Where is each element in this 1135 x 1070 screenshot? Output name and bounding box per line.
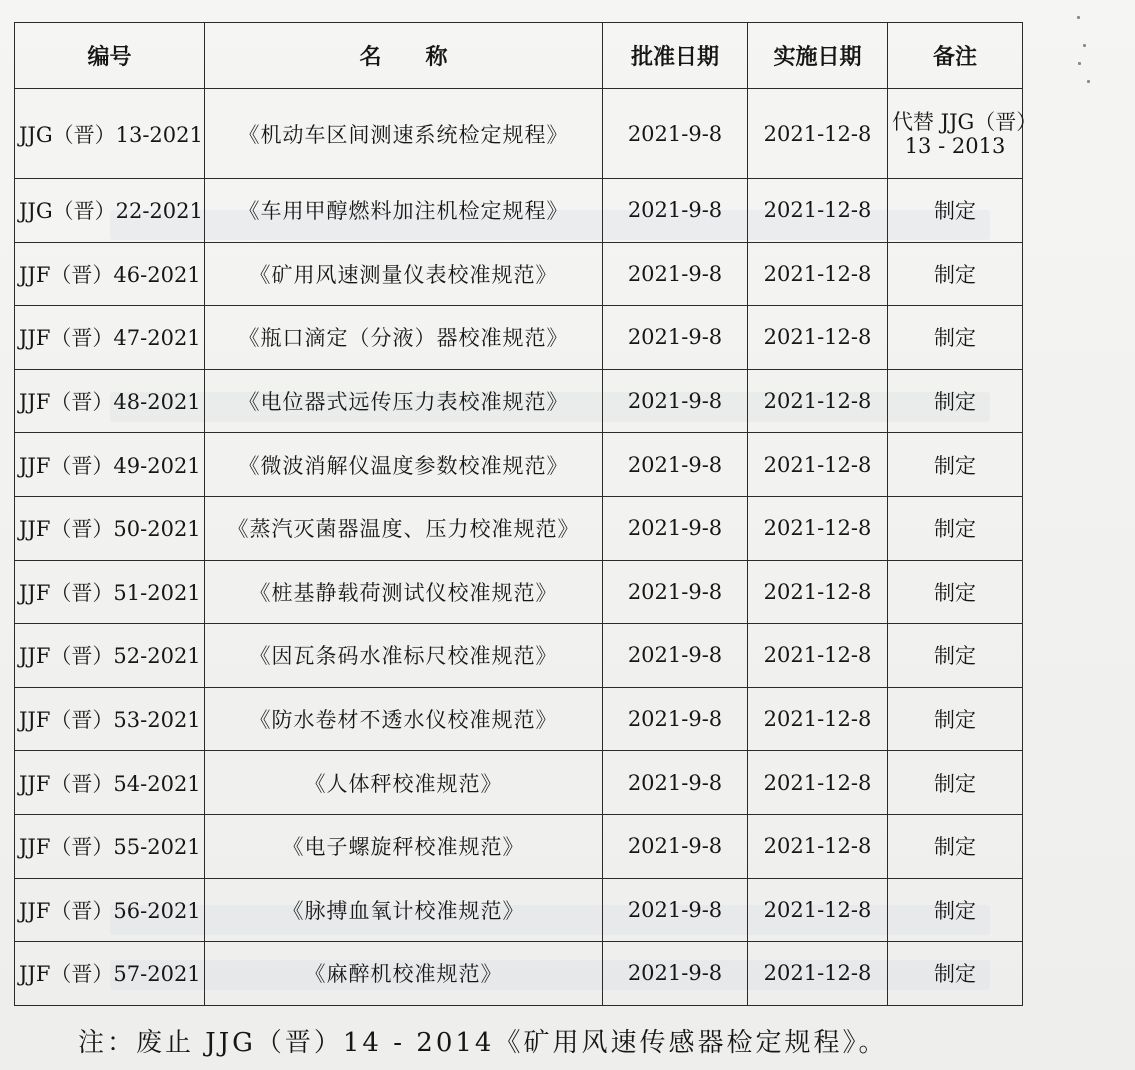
cell-code: JJF（晋）57-2021	[15, 942, 205, 1006]
cell-remarks: 制定	[888, 751, 1023, 815]
cell-code: JJF（晋）48-2021	[15, 369, 205, 433]
header-implementation-date: 实施日期	[748, 23, 888, 89]
cell-approval-date: 2021-9-8	[603, 814, 748, 878]
cell-remarks: 制定	[888, 306, 1023, 370]
table-row	[15, 814, 1023, 878]
cell-name: 《电子螺旋秤校准规范》	[205, 814, 603, 878]
table-row	[15, 496, 1023, 560]
cell-approval-date: 2021-9-8	[603, 369, 748, 433]
cell-remarks: 制定	[888, 814, 1023, 878]
cell-name: 《车用甲醇燃料加注机检定规程》	[205, 179, 603, 243]
cell-implementation-date: 2021-12-8	[748, 496, 888, 560]
cell-approval-date: 2021-9-8	[603, 560, 748, 624]
cell-name: 《防水卷材不透水仪校准规范》	[205, 687, 603, 751]
cell-remarks: 制定	[888, 179, 1023, 243]
table-row	[15, 179, 1023, 243]
cell-approval-date: 2021-9-8	[603, 687, 748, 751]
cell-approval-date: 2021-9-8	[603, 751, 748, 815]
table-row	[15, 433, 1023, 497]
remarks-line: 13 - 2013	[904, 133, 1006, 158]
cell-name: 《矿用风速测量仪表校准规范》	[205, 242, 603, 306]
cell-implementation-date: 2021-12-8	[748, 878, 888, 942]
cell-approval-date: 2021-9-8	[603, 624, 748, 688]
cell-implementation-date: 2021-12-8	[748, 306, 888, 370]
cell-remarks: 制定	[888, 433, 1023, 497]
cell-implementation-date: 2021-12-8	[748, 179, 888, 243]
cell-remarks: 制定	[888, 624, 1023, 688]
cell-approval-date: 2021-9-8	[603, 433, 748, 497]
cell-implementation-date: 2021-12-8	[748, 369, 888, 433]
cell-remarks: 制定	[888, 242, 1023, 306]
cell-implementation-date: 2021-12-8	[748, 751, 888, 815]
cell-code: JJG（晋）22-2021	[15, 179, 205, 243]
standards-table	[14, 22, 1038, 1006]
table-row	[15, 751, 1023, 815]
cell-name: 《蒸汽灭菌器温度、压力校准规范》	[205, 496, 603, 560]
cell-name: 《人体秤校准规范》	[205, 751, 603, 815]
cell-name: 《脉搏血氧计校准规范》	[205, 878, 603, 942]
cell-remarks: 制定	[888, 942, 1023, 1006]
table-row	[15, 89, 1023, 179]
cell-remarks: 制定	[888, 496, 1023, 560]
cell-code: JJF（晋）54-2021	[15, 751, 205, 815]
cell-name: 《桩基静载荷测试仪校准规范》	[205, 560, 603, 624]
cell-code: JJG（晋）13-2021	[15, 89, 205, 179]
cell-approval-date: 2021-9-8	[603, 878, 748, 942]
cell-implementation-date: 2021-12-8	[748, 687, 888, 751]
table-header-row	[15, 23, 1023, 89]
cell-name: 《因瓦条码水准标尺校准规范》	[205, 624, 603, 688]
cell-name: 《电位器式远传压力表校准规范》	[205, 369, 603, 433]
cell-name: 《微波消解仪温度参数校准规范》	[205, 433, 603, 497]
table-row	[15, 942, 1023, 1006]
table-row	[15, 687, 1023, 751]
cell-implementation-date: 2021-12-8	[748, 560, 888, 624]
cell-approval-date: 2021-9-8	[603, 306, 748, 370]
cell-code: JJF（晋）47-2021	[15, 306, 205, 370]
cell-name: 《机动车区间测速系统检定规程》	[205, 89, 603, 179]
header-approval-date: 批准日期	[603, 23, 748, 89]
table-row	[15, 242, 1023, 306]
header-remarks: 备注	[888, 23, 1023, 89]
header-name: 名 称	[205, 23, 603, 89]
cell-remarks: 制定	[888, 687, 1023, 751]
header-code: 编号	[15, 23, 205, 89]
cell-name: 《麻醉机校准规范》	[205, 942, 603, 1006]
cell-implementation-date: 2021-12-8	[748, 242, 888, 306]
cell-approval-date: 2021-9-8	[603, 179, 748, 243]
cell-code: JJF（晋）55-2021	[15, 814, 205, 878]
table-row	[15, 306, 1023, 370]
cell-implementation-date: 2021-12-8	[748, 89, 888, 179]
cell-code: JJF（晋）50-2021	[15, 496, 205, 560]
cell-implementation-date: 2021-12-8	[748, 624, 888, 688]
cell-code: JJF（晋）49-2021	[15, 433, 205, 497]
cell-remarks: 制定	[888, 560, 1023, 624]
cell-remarks: 制定	[888, 369, 1023, 433]
cell-code: JJF（晋）51-2021	[15, 560, 205, 624]
cell-code: JJF（晋）52-2021	[15, 624, 205, 688]
cell-name: 《瓶口滴定（分液）器校准规范》	[205, 306, 603, 370]
cell-code: JJF（晋）56-2021	[15, 878, 205, 942]
cell-implementation-date: 2021-12-8	[748, 942, 888, 1006]
table-row	[15, 560, 1023, 624]
footnote: 注：废止 JJG（晋）14 - 2014《矿用风速传感器检定规程》。	[78, 1028, 888, 1058]
table-row	[15, 624, 1023, 688]
cell-code: JJF（晋）46-2021	[15, 242, 205, 306]
scan-specks	[1075, 14, 1095, 94]
cell-remarks: 制定	[888, 878, 1023, 942]
cell-implementation-date: 2021-12-8	[748, 814, 888, 878]
table-row	[15, 878, 1023, 942]
cell-remarks	[888, 89, 1038, 179]
cell-approval-date: 2021-9-8	[603, 496, 748, 560]
cell-approval-date: 2021-9-8	[603, 242, 748, 306]
cell-code: JJF（晋）53-2021	[15, 687, 205, 751]
cell-approval-date: 2021-9-8	[603, 942, 748, 1006]
remarks-line: 代替 JJG（晋）	[892, 109, 1038, 134]
cell-implementation-date: 2021-12-8	[748, 433, 888, 497]
table-row	[15, 369, 1023, 433]
cell-approval-date: 2021-9-8	[603, 89, 748, 179]
